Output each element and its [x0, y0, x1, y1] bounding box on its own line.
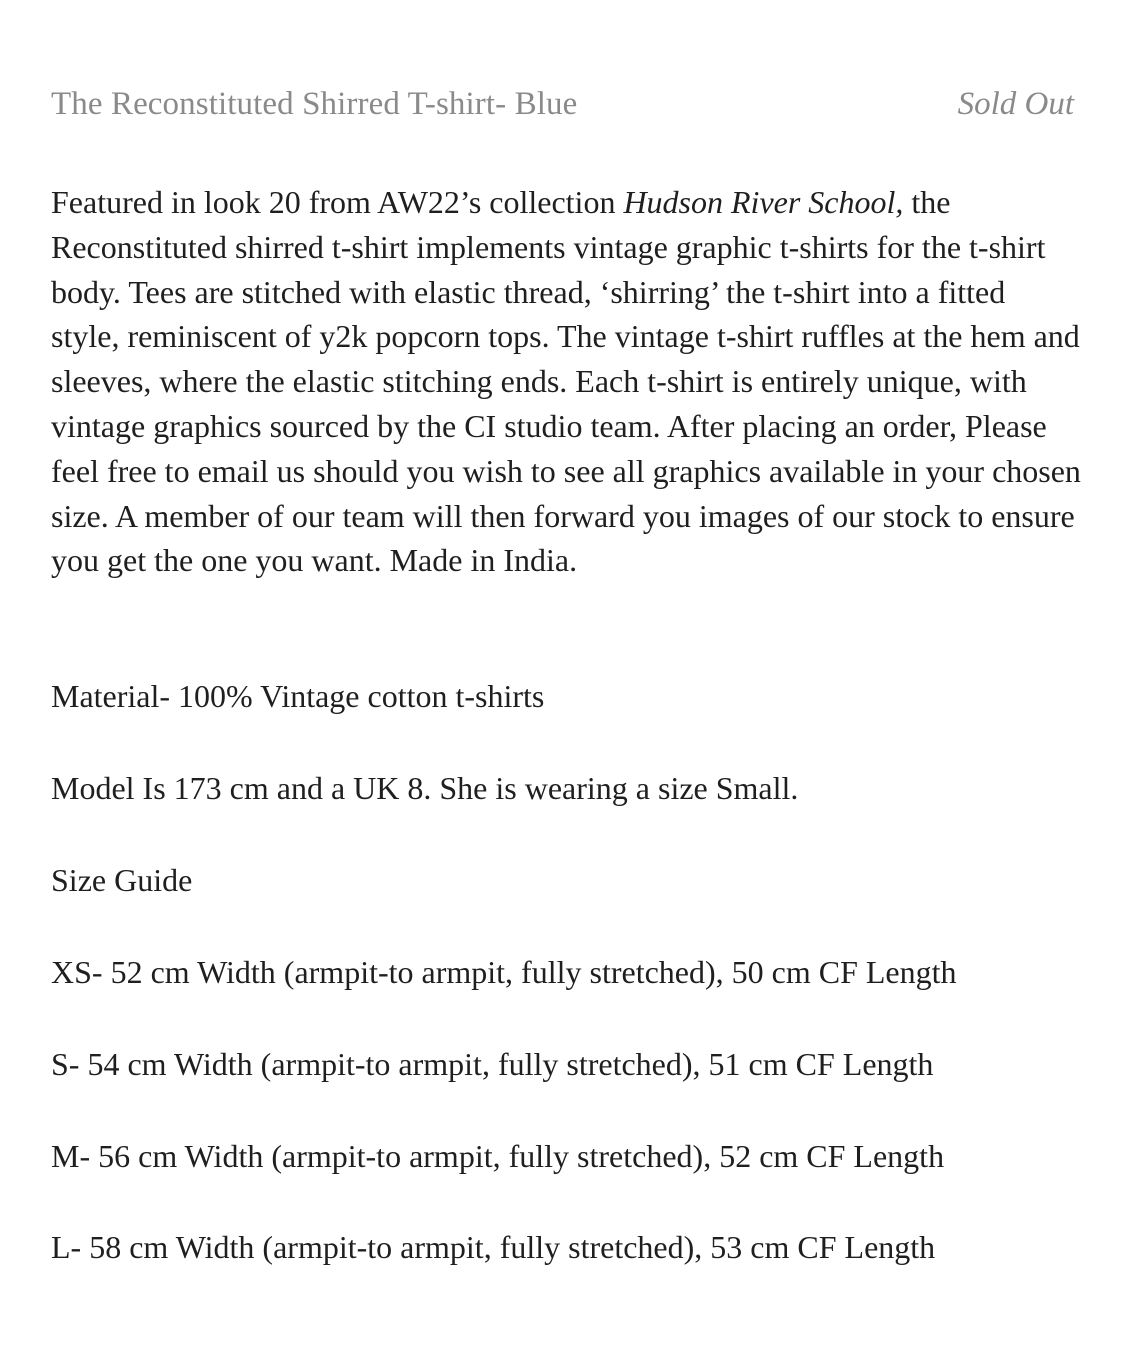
material-info: Material- 100% Vintage cotton t-shirts: [51, 678, 545, 714]
product-description: [51, 180, 1081, 583]
collection-name: Hudson River School,: [623, 184, 904, 220]
product-header: [51, 86, 1074, 132]
product-title: The Reconstituted Shirred T-shirt- Blue: [51, 86, 578, 122]
description-paragraph: [51, 180, 1081, 583]
description-intro: Featured in look 20 from AW22’s collection: [51, 184, 624, 220]
size-row-s: S- 54 cm Width (armpit-to armpit, fully stretched), 51 cm CF Length: [51, 1046, 934, 1082]
description-body: the Reconstituted shirred t-shirt implements vintage graphic t-shirts for the t-shirt body. Tees are stitched with elastic thread, ‘shirring’ the t-shirt into a fitted style, reminiscent of y2k popcorn tops. The vintage t-shirt ruffles at the hem and sleeves, where the elastic stitching ends. Each t-shirt is entirely unique, with vintage graphics sourced by the CI studio team. After placing an order, Please feel free to email us should you wish to see all graphics available in your chosen size. A member of our team will then forward you images of our stock to ensure you get the one you want. Made in India.: [51, 184, 1081, 579]
size-row-m: M- 56 cm Width (armpit-to armpit, fully stretched), 52 cm CF Length: [51, 1138, 945, 1174]
model-info: Model Is 173 cm and a UK 8. She is wearing a size Small.: [51, 770, 799, 806]
size-guide-heading: Size Guide: [51, 862, 193, 898]
size-row-l: L- 58 cm Width (armpit-to armpit, fully stretched), 53 cm CF Length: [51, 1229, 936, 1265]
size-row-xs: XS- 52 cm Width (armpit-to armpit, fully stretched), 50 cm CF Length: [51, 954, 957, 990]
sold-out-status: Sold Out: [957, 86, 1074, 122]
